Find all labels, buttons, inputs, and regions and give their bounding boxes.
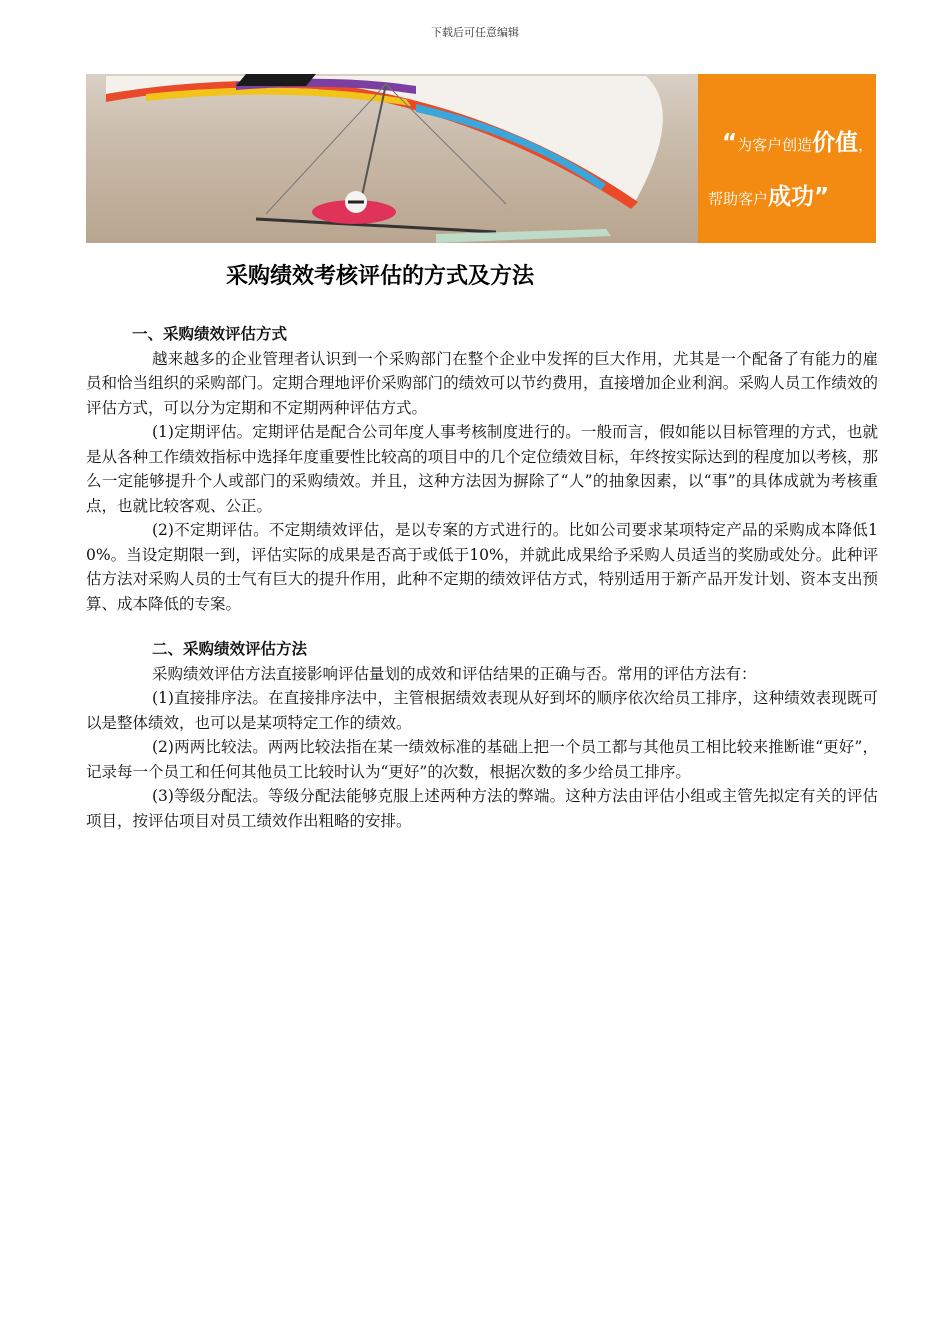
paragraph: (1)定期评估。定期评估是配合公司年度人事考核制度进行的。一般而言，假如能以目标管理的方式，也就是从各种工作绩效指标中选择年度重要性比较高的项目中的几个定位绩效目标，年终按实际达到的程度加以考核，那么一定能够提升个人或部门的采购绩效。并且，这种方法因为摒除了“人”的抽象因素，以“事”的具体成就为考核重点，也就比较客观、公正。 (86, 423, 878, 515)
document-body (86, 322, 878, 833)
glider-wire (266, 84, 386, 214)
banner (86, 74, 876, 243)
slogan-open-quote: “ (722, 130, 738, 156)
paragraph: 越来越多的企业管理者认识到一个采购部门在整个企业中发挥的巨大作用，尤其是一个配备了有能力的雇员和恰当组织的采购部门。定期合理地评价采购部门的绩效可以节约费用，直接增加企业利润。采购人员工作绩效的评估方式，可以分为定期和不定期两种评估方式。 (86, 349, 878, 417)
wing-lettering-mark (236, 74, 316, 86)
slogan-line2-small: 帮助客户 (708, 190, 769, 208)
slogan-close-quote: ” (814, 184, 830, 210)
banner-photo-hang-glider (86, 74, 698, 243)
document-title: 采购绩效考核评估的方式及方法 (226, 263, 535, 289)
paragraph: (1)直接排序法。在直接排序法中，主管根据绩效表现从好到坏的顺序依次给员工排序，这种绩效表现既可以是整体绩效，也可以是某项特定工作的绩效。 (86, 689, 878, 732)
slogan-line2-big: 成功 (768, 184, 815, 210)
slogan-line-2 (708, 178, 829, 211)
slogan-line1-small: 为客户创造 (737, 136, 813, 154)
hang-glider-illustration (86, 74, 698, 243)
section-heading-1: 一、采购绩效评估方式 (132, 325, 288, 343)
paragraph: (2)不定期评估。不定期绩效评估，是以专案的方式进行的。比如公司要求某项特定产品的采购成本降低10%。当设定期限一到，评估实际的成果是否高于或低于10%，并就此成果给予采购人员适当的奖励或处分。此种评估方法对采购人员的士气有巨大的提升作用，此种不定期的绩效评估方式，特别适用于新产品开发计划、资本支出预算、成本降低的专案。 (86, 521, 878, 613)
paragraph: (3)等级分配法。等级分配法能够克服上述两种方法的弊端。这种方法由评估小组或主管先拟定有关的评估项目，按评估项目对员工绩效作出粗略的安排。 (86, 787, 878, 830)
slogan-line-1 (722, 124, 873, 157)
banner-slogan-panel (698, 74, 876, 243)
paragraph: 采购绩效评估方法直接影响评估量划的成效和评估结果的正确与否。常用的评估方法有： (152, 664, 757, 683)
header-note: 下载后可任意编辑 (431, 26, 519, 39)
slogan-line1-end: ， (858, 136, 874, 154)
slogan-line1-big: 价值 (812, 130, 859, 156)
section-heading-2: 二、采购绩效评估方法 (152, 640, 308, 658)
paragraph: (2)两两比较法。两两比较法指在某一绩效标准的基础上把一个员工都与其他员工相比较来推断谁“更好”，记录每一个员工和任何其他员工比较时认为“更好”的次数，根据次数的多少给员工排序。 (86, 738, 878, 781)
